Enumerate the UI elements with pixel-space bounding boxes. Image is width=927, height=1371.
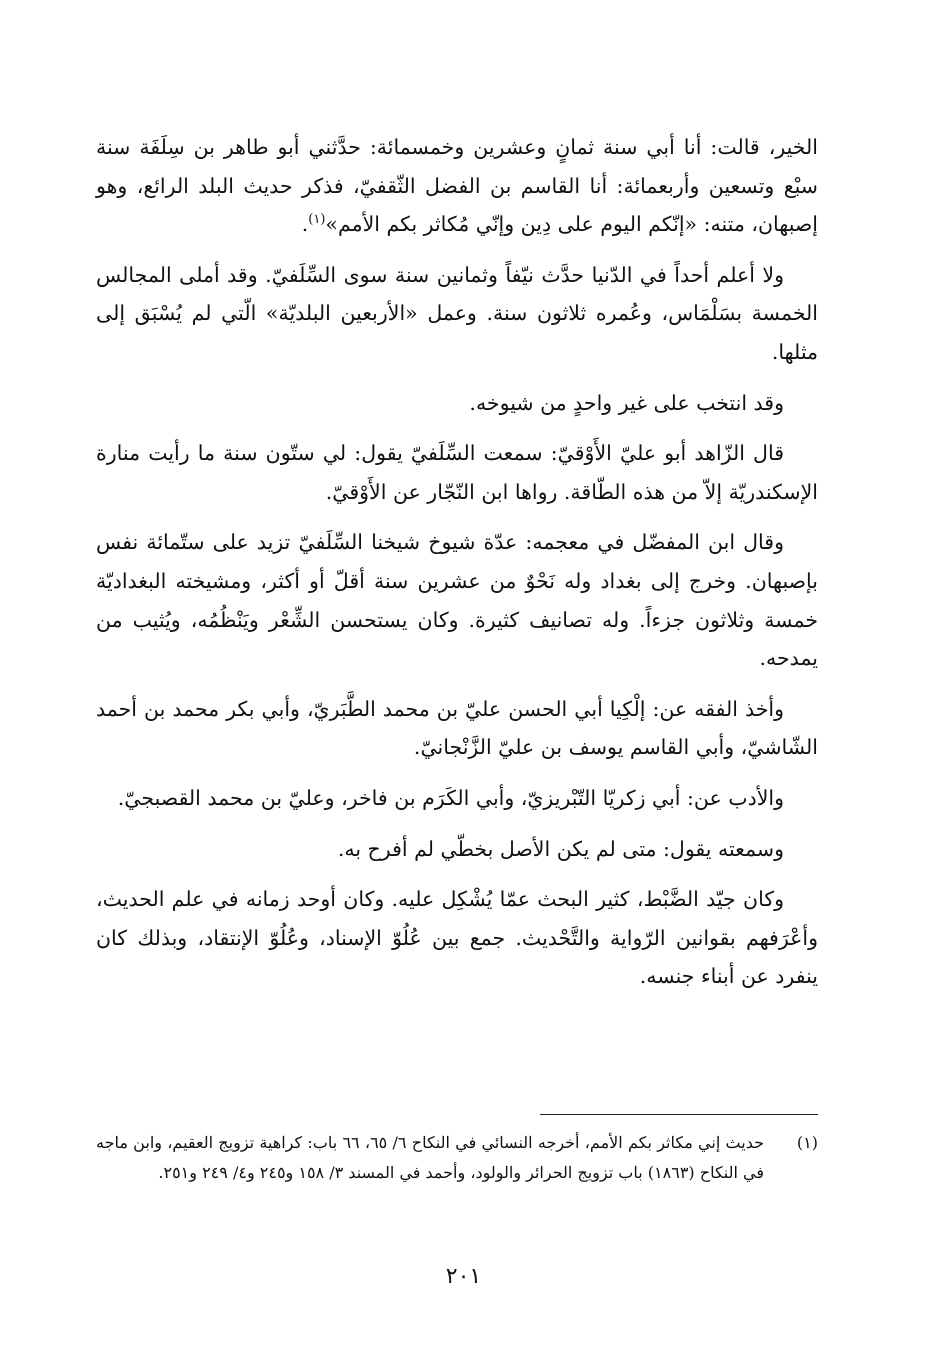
footnote-reference[interactable]: (١) (308, 212, 326, 228)
paragraph-8: وسمعته يقول: متى لم يكن الأصل بخطّي لم أفرح به. (337, 836, 784, 861)
page-number: ٢٠١ (445, 1264, 482, 1289)
paragraph-3: وقد انتخب على غير واحدٍ من شيوخه. (469, 390, 784, 415)
paragraph-2: ولا أعلم أحداً في الدّنيا حدَّث نيّفاً وثمانين سنة سوى السِّلَفيّ. وقد أملى المجالس الخمسة بسَلْمَاس، وعُمره ثلاثون سنة. وعمل «الأربعين البلديّة» الّتي لم يُسْبَق إلى مثلها. (96, 262, 818, 364)
footnote-divider (540, 1114, 818, 1115)
paragraph-end-mark: . (301, 212, 309, 237)
main-text (96, 128, 818, 1008)
footnote-text: حديث إني مكاثر بكم الأمم، أخرجه النسائي في النكاح ٦/ ٦٥، ٦٦ باب: كراهية تزويج العقيم، وابن ماجه في النكاح (١٨٦٣) باب تزويج الحرائر والولود، وأحمد في المسند ٣/ ١٥٨ و٢٤٥ و٤/ ٢٤٩ و٢٥١. (96, 1133, 764, 1182)
paragraph-5: وقال ابن المفضّل في معجمه: عدّة شيوخ شيخنا السِّلَفيّ تزيد على ستّمائة نفس بإصبهان. وخرج إلى بغداد وله نَحْوٌ من عشرين سنة أقلّ أو أكثر، ومشيخته البغداديّة خمسة وثلاثون جزءاً. وله تصانيف كثيرة. وكان يستحسن الشِّعْر ويَنْظُمُه، ويُثيب من يمدحه. (96, 530, 818, 671)
footnote-marker: (١) (796, 1133, 818, 1152)
paragraph-6: وأخذ الفقه عن: إلْكِيا أبي الحسن عليّ بن محمد الطَّبَريّ، وأبي بكر محمد بن أحمد الشّاشيّ، وأبي القاسم يوسف بن عليّ الزَّنْجانيّ. (96, 696, 818, 760)
paragraph-9: وكان جيّد الضَّبْط، كثير البحث عمّا يُشْكِل عليه. وكان أوحد زمانه في علم الحديث، وأعْرَفهم بقوانين الرّواية والتَّحْديث. جمع بين عُلُوّ الإسناد، وعُلُوّ الإنتقاد، وبذلك كان ينفرد عن أبناء جنسه. (96, 887, 818, 989)
paragraph-7: والأدب عن: أبي زكريّا التّبْريزيّ، وأبي الكَرَم بن فاخر، وعليّ بن محمد القصبجيّ. (117, 785, 784, 810)
paragraph-4: قال الزّاهد أبو عليّ الأَوْقيّ: سمعت السِّلَفيّ يقول: لي ستّون سنة ما رأيت منارة الإسكندريّة إلاّ من هذه الطّاقة. رواها ابن النّجّار عن الأَوْقيّ. (96, 441, 818, 504)
footnote (96, 1128, 818, 1188)
paragraph-1 (96, 128, 818, 244)
paragraph-text: الخير، قالت: أنا أبي سنة ثمانٍ وعشرين وخمسمائة: حدَّثني أبو طاهر بن سِلَفَة سنة سبْع وتسعين وأربعمائة: أنا القاسم بن الفضل الثّقفيّ، فذكر حديث البلد الرائع، وهو إصبهان، متنه: «إنّكم اليوم على دِين وإنّي مُكاثر بكم الأمم» (96, 135, 818, 237)
